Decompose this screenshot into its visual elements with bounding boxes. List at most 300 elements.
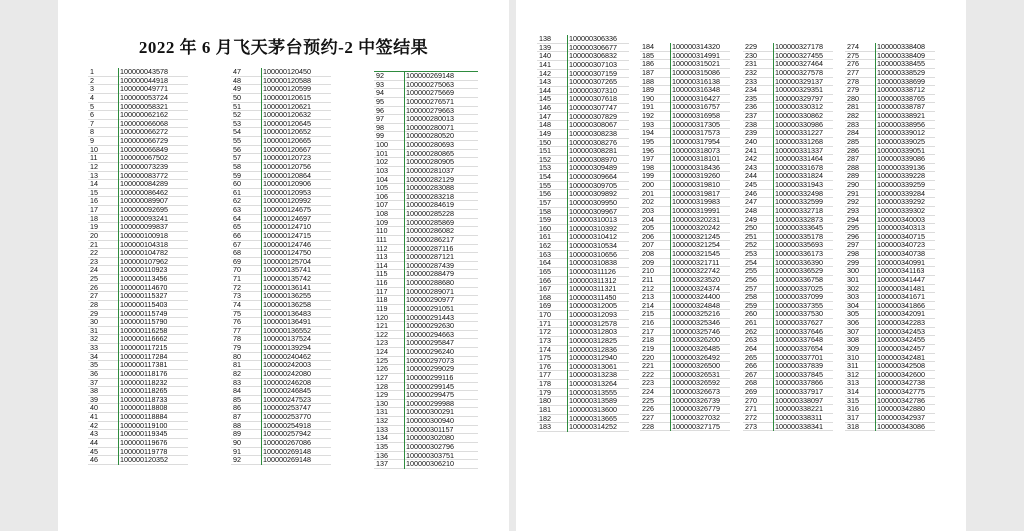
reservation-code: 100000299988 xyxy=(406,398,454,408)
row-number: 161 xyxy=(539,232,551,242)
row-number: 231 xyxy=(745,59,757,69)
reservation-code: 100000313061 xyxy=(569,361,617,371)
row-number: 221 xyxy=(642,361,654,371)
row-number: 134 xyxy=(376,433,388,443)
reservation-code: 100000319991 xyxy=(672,205,720,215)
row-number: 258 xyxy=(745,292,757,302)
reservation-code: 100000316427 xyxy=(672,93,720,103)
row-number: 228 xyxy=(642,421,654,431)
reservation-code: 100000289071 xyxy=(406,286,454,296)
row-number: 115 xyxy=(376,269,388,279)
reservation-code: 100000317954 xyxy=(672,136,720,146)
reservation-code: 100000285228 xyxy=(406,209,454,218)
row-number: 105 xyxy=(376,183,388,193)
row-number: 183 xyxy=(539,422,551,432)
row-number: 96 xyxy=(376,105,384,115)
row-number: 205 xyxy=(642,223,654,233)
row-number: 138 xyxy=(539,34,551,43)
reservation-code: 100000332599 xyxy=(775,197,823,207)
row-number: 26 xyxy=(90,282,98,292)
row-number: 291 xyxy=(847,188,859,198)
reservation-code: 100000309664 xyxy=(569,172,617,181)
reservation-code: 100000066849 xyxy=(120,144,168,154)
reservation-code: 100000316348 xyxy=(672,85,720,95)
row-number: 77 xyxy=(233,325,241,335)
reservation-code: 100000340003 xyxy=(877,214,925,224)
reservation-code: 100000288479 xyxy=(406,269,454,279)
reservation-code: 100000062162 xyxy=(120,110,168,120)
reservation-code: 100000124675 xyxy=(263,205,311,214)
reservation-code: 100000339302 xyxy=(877,205,925,215)
reservation-code: 100000333645 xyxy=(775,223,823,233)
reservation-code: 100000115327 xyxy=(120,291,168,301)
row-number: 261 xyxy=(745,318,757,327)
reservation-code: 100000120667 xyxy=(263,144,311,154)
row-number: 313 xyxy=(847,378,859,388)
row-number: 54 xyxy=(233,127,241,137)
row-number: 127 xyxy=(376,372,388,382)
row-number: 269 xyxy=(745,387,757,396)
row-number: 242 xyxy=(745,154,757,164)
row-number: 18 xyxy=(90,213,98,223)
reservation-code: 100000338699 xyxy=(877,76,925,86)
reservation-code: 100000115403 xyxy=(120,299,168,309)
reservation-code: 100000125704 xyxy=(263,256,311,266)
reservation-code: 100000124750 xyxy=(263,248,311,258)
result-row xyxy=(537,423,629,432)
reservation-code: 100000136141 xyxy=(263,282,311,292)
row-number: 216 xyxy=(642,318,654,327)
reservation-code: 100000306210 xyxy=(406,459,454,469)
row-number: 23 xyxy=(90,256,98,266)
reservation-code: 100000124710 xyxy=(263,222,311,232)
reservation-code: 100000327578 xyxy=(775,67,823,77)
reservation-code: 100000287116 xyxy=(406,243,454,253)
row-number: 171 xyxy=(539,318,551,328)
document-page-left xyxy=(58,0,509,531)
row-number: 156 xyxy=(539,189,551,199)
result-row xyxy=(845,423,935,432)
reservation-code: 100000325346 xyxy=(672,318,720,327)
row-number: 217 xyxy=(642,326,654,336)
reservation-code: 100000120665 xyxy=(263,136,311,145)
reservation-code: 100000339051 xyxy=(877,145,925,155)
row-number: 187 xyxy=(642,67,654,77)
row-number: 94 xyxy=(376,88,384,98)
reservation-code: 100000291051 xyxy=(406,303,454,313)
row-number: 174 xyxy=(539,344,551,354)
reservation-code: 100000327464 xyxy=(775,59,823,69)
reservation-code: 100000342937 xyxy=(877,412,925,422)
row-number: 284 xyxy=(847,128,859,138)
reservation-code: 100000337845 xyxy=(775,369,823,379)
row-number: 209 xyxy=(642,257,654,267)
row-number: 239 xyxy=(745,128,757,138)
reservation-code: 100000290977 xyxy=(406,295,454,305)
reservation-code: 100000066068 xyxy=(120,118,168,128)
reservation-code: 100000340715 xyxy=(877,231,925,241)
reservation-code: 100000311126 xyxy=(569,266,616,276)
reservation-code: 100000302796 xyxy=(406,441,454,451)
row-number: 262 xyxy=(745,326,757,336)
reservation-code: 100000120756 xyxy=(263,161,311,171)
row-number: 3 xyxy=(90,84,94,94)
reservation-code: 100000339012 xyxy=(877,128,925,138)
reservation-code: 100000118808 xyxy=(120,403,168,413)
reservation-code: 100000342738 xyxy=(877,378,925,388)
row-number: 123 xyxy=(376,338,388,348)
reservation-code: 100000331227 xyxy=(775,128,823,138)
reservation-code: 100000318436 xyxy=(672,162,720,172)
reservation-code: 100000325216 xyxy=(672,309,720,319)
row-number: 11 xyxy=(90,153,98,163)
reservation-code: 100000324400 xyxy=(672,292,720,302)
row-number: 244 xyxy=(745,171,757,181)
reservation-code: 100000117215 xyxy=(120,343,168,352)
row-number: 267 xyxy=(745,369,757,379)
row-number: 52 xyxy=(233,110,241,120)
reservation-code: 100000336173 xyxy=(775,249,823,258)
reservation-code: 100000342457 xyxy=(877,343,925,353)
reservation-code: 100000315021 xyxy=(672,59,720,69)
row-number: 128 xyxy=(376,381,388,391)
reservation-code: 100000326492 xyxy=(672,352,720,362)
row-number: 81 xyxy=(233,360,241,370)
reservation-code: 100000124697 xyxy=(263,213,311,223)
row-number: 159 xyxy=(539,215,551,225)
row-number: 19 xyxy=(90,222,98,232)
row-number: 152 xyxy=(539,154,551,164)
row-number: 24 xyxy=(90,265,98,275)
row-number: 177 xyxy=(539,370,551,380)
row-number: 44 xyxy=(90,437,98,447)
row-number: 233 xyxy=(745,76,757,86)
reservation-code: 100000299116 xyxy=(406,372,454,382)
row-number: 32 xyxy=(90,334,98,344)
reservation-code: 100000338097 xyxy=(775,395,823,405)
row-number: 281 xyxy=(847,102,859,112)
reservation-code: 100000240462 xyxy=(263,351,311,361)
row-number: 155 xyxy=(539,180,551,190)
row-number: 137 xyxy=(376,459,388,469)
row-number: 234 xyxy=(745,85,757,95)
reservation-code: 100000299475 xyxy=(406,390,454,400)
row-number: 102 xyxy=(376,157,388,167)
reservation-code: 100000326500 xyxy=(672,361,720,371)
result-row xyxy=(640,423,730,432)
reservation-code: 100000067502 xyxy=(120,153,168,163)
reservation-code: 100000312005 xyxy=(569,301,617,311)
row-number: 232 xyxy=(745,67,757,77)
reservation-code: 100000120450 xyxy=(263,67,311,76)
row-number: 279 xyxy=(847,85,859,95)
reservation-code: 100000342453 xyxy=(877,326,925,336)
reservation-code: 100000342455 xyxy=(877,335,925,345)
row-number: 265 xyxy=(745,352,757,362)
row-number: 71 xyxy=(233,274,241,283)
reservation-code: 100000257942 xyxy=(263,429,311,439)
row-number: 282 xyxy=(847,111,859,120)
row-number: 257 xyxy=(745,283,757,293)
row-number: 235 xyxy=(745,93,757,103)
row-number: 107 xyxy=(376,200,388,210)
reservation-code: 100000324374 xyxy=(672,283,720,293)
row-number: 286 xyxy=(847,145,859,155)
reservation-code: 100000118176 xyxy=(120,368,168,378)
reservation-code: 100000275669 xyxy=(406,88,454,98)
row-number: 117 xyxy=(376,286,388,296)
reservation-code: 100000317305 xyxy=(672,119,720,129)
reservation-code: 100000309950 xyxy=(569,197,617,207)
row-number: 116 xyxy=(376,278,388,287)
row-number: 68 xyxy=(233,248,241,258)
row-number: 302 xyxy=(847,283,859,293)
row-number: 145 xyxy=(539,94,551,104)
row-number: 121 xyxy=(376,321,388,331)
row-number: 99 xyxy=(376,131,384,141)
row-number: 28 xyxy=(90,299,98,309)
row-number: 108 xyxy=(376,209,388,218)
row-number: 91 xyxy=(233,446,241,456)
reservation-code: 100000254918 xyxy=(263,420,311,430)
reservation-code: 100000342880 xyxy=(877,404,925,414)
reservation-code: 100000338787 xyxy=(877,102,925,112)
reservation-code: 100000315086 xyxy=(672,67,720,77)
row-number: 271 xyxy=(745,404,757,414)
reservation-code: 100000337025 xyxy=(775,283,823,293)
reservation-code: 100000283088 xyxy=(406,183,454,193)
reservation-code: 100000309967 xyxy=(569,206,617,216)
reservation-code: 100000280071 xyxy=(406,122,454,132)
reservation-code: 100000269148 xyxy=(406,71,454,80)
row-number: 100 xyxy=(376,140,388,149)
reservation-code: 100000283218 xyxy=(406,191,454,201)
reservation-code: 100000306336 xyxy=(569,34,617,43)
reservation-code: 100000331824 xyxy=(775,171,823,181)
reservation-code: 100000310013 xyxy=(569,215,617,225)
row-number: 190 xyxy=(642,93,654,103)
reservation-code: 100000312825 xyxy=(569,335,617,345)
row-number: 74 xyxy=(233,299,241,309)
reservation-code: 100000340991 xyxy=(877,257,925,267)
row-number: 274 xyxy=(847,42,859,51)
reservation-code: 100000308238 xyxy=(569,128,617,138)
row-number: 106 xyxy=(376,191,388,201)
reservation-code: 100000338409 xyxy=(877,50,925,60)
reservation-code: 100000338712 xyxy=(877,85,925,95)
row-number: 199 xyxy=(642,171,654,181)
row-number: 303 xyxy=(847,292,859,302)
result-row xyxy=(231,456,331,465)
reservation-code: 100000311450 xyxy=(569,292,617,302)
reservation-code: 100000326200 xyxy=(672,335,720,345)
reservation-code: 100000335693 xyxy=(775,240,823,250)
reservation-code: 100000342786 xyxy=(877,395,925,405)
reservation-code: 100000319983 xyxy=(672,197,720,207)
reservation-code: 100000116662 xyxy=(120,334,168,344)
reservation-code: 100000313665 xyxy=(569,413,617,423)
row-number: 186 xyxy=(642,59,654,69)
reservation-code: 100000115790 xyxy=(120,317,168,327)
row-number: 224 xyxy=(642,387,654,396)
row-number: 16 xyxy=(90,196,98,206)
row-number: 98 xyxy=(376,122,384,132)
row-number: 288 xyxy=(847,162,859,172)
reservation-code: 100000339284 xyxy=(877,188,925,198)
reservation-code: 100000337530 xyxy=(775,309,823,319)
row-number: 29 xyxy=(90,308,98,318)
row-number: 142 xyxy=(539,68,551,78)
reservation-code: 100000338529 xyxy=(877,67,925,77)
row-number: 294 xyxy=(847,214,859,224)
row-number: 140 xyxy=(539,51,551,61)
row-number: 139 xyxy=(539,42,551,52)
reservation-code: 100000307103 xyxy=(569,59,617,69)
row-number: 220 xyxy=(642,352,654,362)
reservation-code: 100000332498 xyxy=(775,188,823,198)
reservation-code: 100000120599 xyxy=(263,84,311,94)
row-number: 266 xyxy=(745,361,757,371)
reservation-code: 100000327455 xyxy=(775,50,823,60)
row-number: 132 xyxy=(376,416,388,425)
row-number: 88 xyxy=(233,420,241,430)
row-number: 58 xyxy=(233,161,241,171)
row-number: 207 xyxy=(642,240,654,250)
row-number: 36 xyxy=(90,368,98,378)
row-number: 195 xyxy=(642,136,654,146)
row-number: 185 xyxy=(642,50,654,60)
reservation-code: 100000319260 xyxy=(672,171,720,181)
reservation-code: 100000339259 xyxy=(877,180,925,189)
reservation-code: 100000296240 xyxy=(406,347,454,356)
row-number: 243 xyxy=(745,162,757,172)
reservation-code: 100000104318 xyxy=(120,239,168,249)
reservation-code: 100000331337 xyxy=(775,145,823,155)
row-number: 173 xyxy=(539,335,551,345)
result-column xyxy=(88,68,188,465)
row-number: 62 xyxy=(233,196,241,206)
reservation-code: 100000310656 xyxy=(569,249,617,259)
reservation-code: 100000084289 xyxy=(120,179,168,189)
row-number: 64 xyxy=(233,213,241,223)
reservation-code: 100000300940 xyxy=(406,416,454,425)
row-number: 120 xyxy=(376,312,388,322)
reservation-code: 100000119676 xyxy=(120,437,168,447)
reservation-code: 100000312093 xyxy=(569,310,617,319)
row-number: 5 xyxy=(90,101,94,111)
row-number: 154 xyxy=(539,172,551,181)
reservation-code: 100000331943 xyxy=(775,180,823,189)
reservation-code: 100000331464 xyxy=(775,154,823,164)
row-number: 78 xyxy=(233,334,241,344)
reservation-code: 100000321254 xyxy=(672,240,720,250)
reservation-code: 100000316138 xyxy=(672,76,720,86)
row-number: 178 xyxy=(539,379,551,388)
row-number: 129 xyxy=(376,390,388,400)
reservation-code: 100000312803 xyxy=(569,327,617,337)
row-number: 49 xyxy=(233,84,241,94)
reservation-code: 100000337646 xyxy=(775,326,823,336)
reservation-code: 100000280520 xyxy=(406,131,454,141)
reservation-code: 100000341866 xyxy=(877,300,925,310)
row-number: 296 xyxy=(847,231,859,241)
reservation-code: 100000301157 xyxy=(406,424,454,434)
row-number: 206 xyxy=(642,231,654,241)
reservation-code: 100000339025 xyxy=(877,136,925,146)
row-number: 93 xyxy=(376,79,384,89)
reservation-code: 100000100918 xyxy=(120,230,168,240)
reservation-code: 100000299029 xyxy=(406,364,454,374)
result-row xyxy=(88,456,188,465)
row-number: 146 xyxy=(539,103,551,112)
reservation-code: 100000120652 xyxy=(263,127,311,137)
reservation-code: 100000115749 xyxy=(120,308,168,318)
reservation-code: 100000337654 xyxy=(775,343,823,353)
reservation-code: 100000116258 xyxy=(120,325,168,335)
reservation-code: 100000282129 xyxy=(406,174,454,184)
row-number: 50 xyxy=(233,92,241,102)
reservation-code: 100000092695 xyxy=(120,205,168,214)
row-number: 164 xyxy=(539,258,551,268)
reservation-code: 100000318073 xyxy=(672,145,720,155)
row-number: 311 xyxy=(847,361,859,371)
row-number: 192 xyxy=(642,111,654,120)
row-number: 317 xyxy=(847,412,859,422)
reservation-code: 100000329351 xyxy=(775,85,823,95)
row-number: 249 xyxy=(745,214,757,224)
row-number: 300 xyxy=(847,266,859,276)
reservation-code: 100000330312 xyxy=(775,102,823,112)
row-number: 193 xyxy=(642,119,654,129)
row-number: 43 xyxy=(90,429,98,439)
reservation-code: 100000337917 xyxy=(775,387,823,396)
reservation-code: 100000342775 xyxy=(877,387,925,396)
reservation-code: 100000324848 xyxy=(672,300,720,310)
row-number: 275 xyxy=(847,50,859,60)
row-number: 8 xyxy=(90,127,94,137)
reservation-code: 100000312940 xyxy=(569,353,617,363)
reservation-code: 100000267086 xyxy=(263,437,311,447)
reservation-code: 100000312578 xyxy=(569,318,617,328)
row-number: 204 xyxy=(642,214,654,224)
row-number: 223 xyxy=(642,378,654,388)
row-number: 175 xyxy=(539,353,551,363)
row-number: 308 xyxy=(847,335,859,345)
reservation-code: 100000319817 xyxy=(672,188,720,198)
reservation-code: 100000321245 xyxy=(672,231,720,241)
row-number: 293 xyxy=(847,205,859,215)
reservation-code: 100000117381 xyxy=(120,360,168,370)
document-page-right xyxy=(516,0,966,531)
reservation-code: 100000313555 xyxy=(569,387,617,397)
reservation-code: 100000118232 xyxy=(120,377,168,387)
reservation-code: 100000247523 xyxy=(263,394,311,404)
row-number: 38 xyxy=(90,386,98,396)
row-number: 69 xyxy=(233,256,241,266)
row-number: 299 xyxy=(847,257,859,267)
reservation-code: 100000310838 xyxy=(569,258,617,268)
reservation-code: 100000280865 xyxy=(406,148,454,158)
reservation-code: 100000120645 xyxy=(263,118,311,128)
reservation-code: 100000280013 xyxy=(406,114,454,124)
reservation-code: 100000317573 xyxy=(672,128,720,138)
row-number: 189 xyxy=(642,85,654,95)
row-number: 31 xyxy=(90,325,98,335)
reservation-code: 100000329137 xyxy=(775,76,823,86)
row-number: 2 xyxy=(90,75,94,85)
row-number: 301 xyxy=(847,274,859,284)
row-number: 35 xyxy=(90,360,98,370)
